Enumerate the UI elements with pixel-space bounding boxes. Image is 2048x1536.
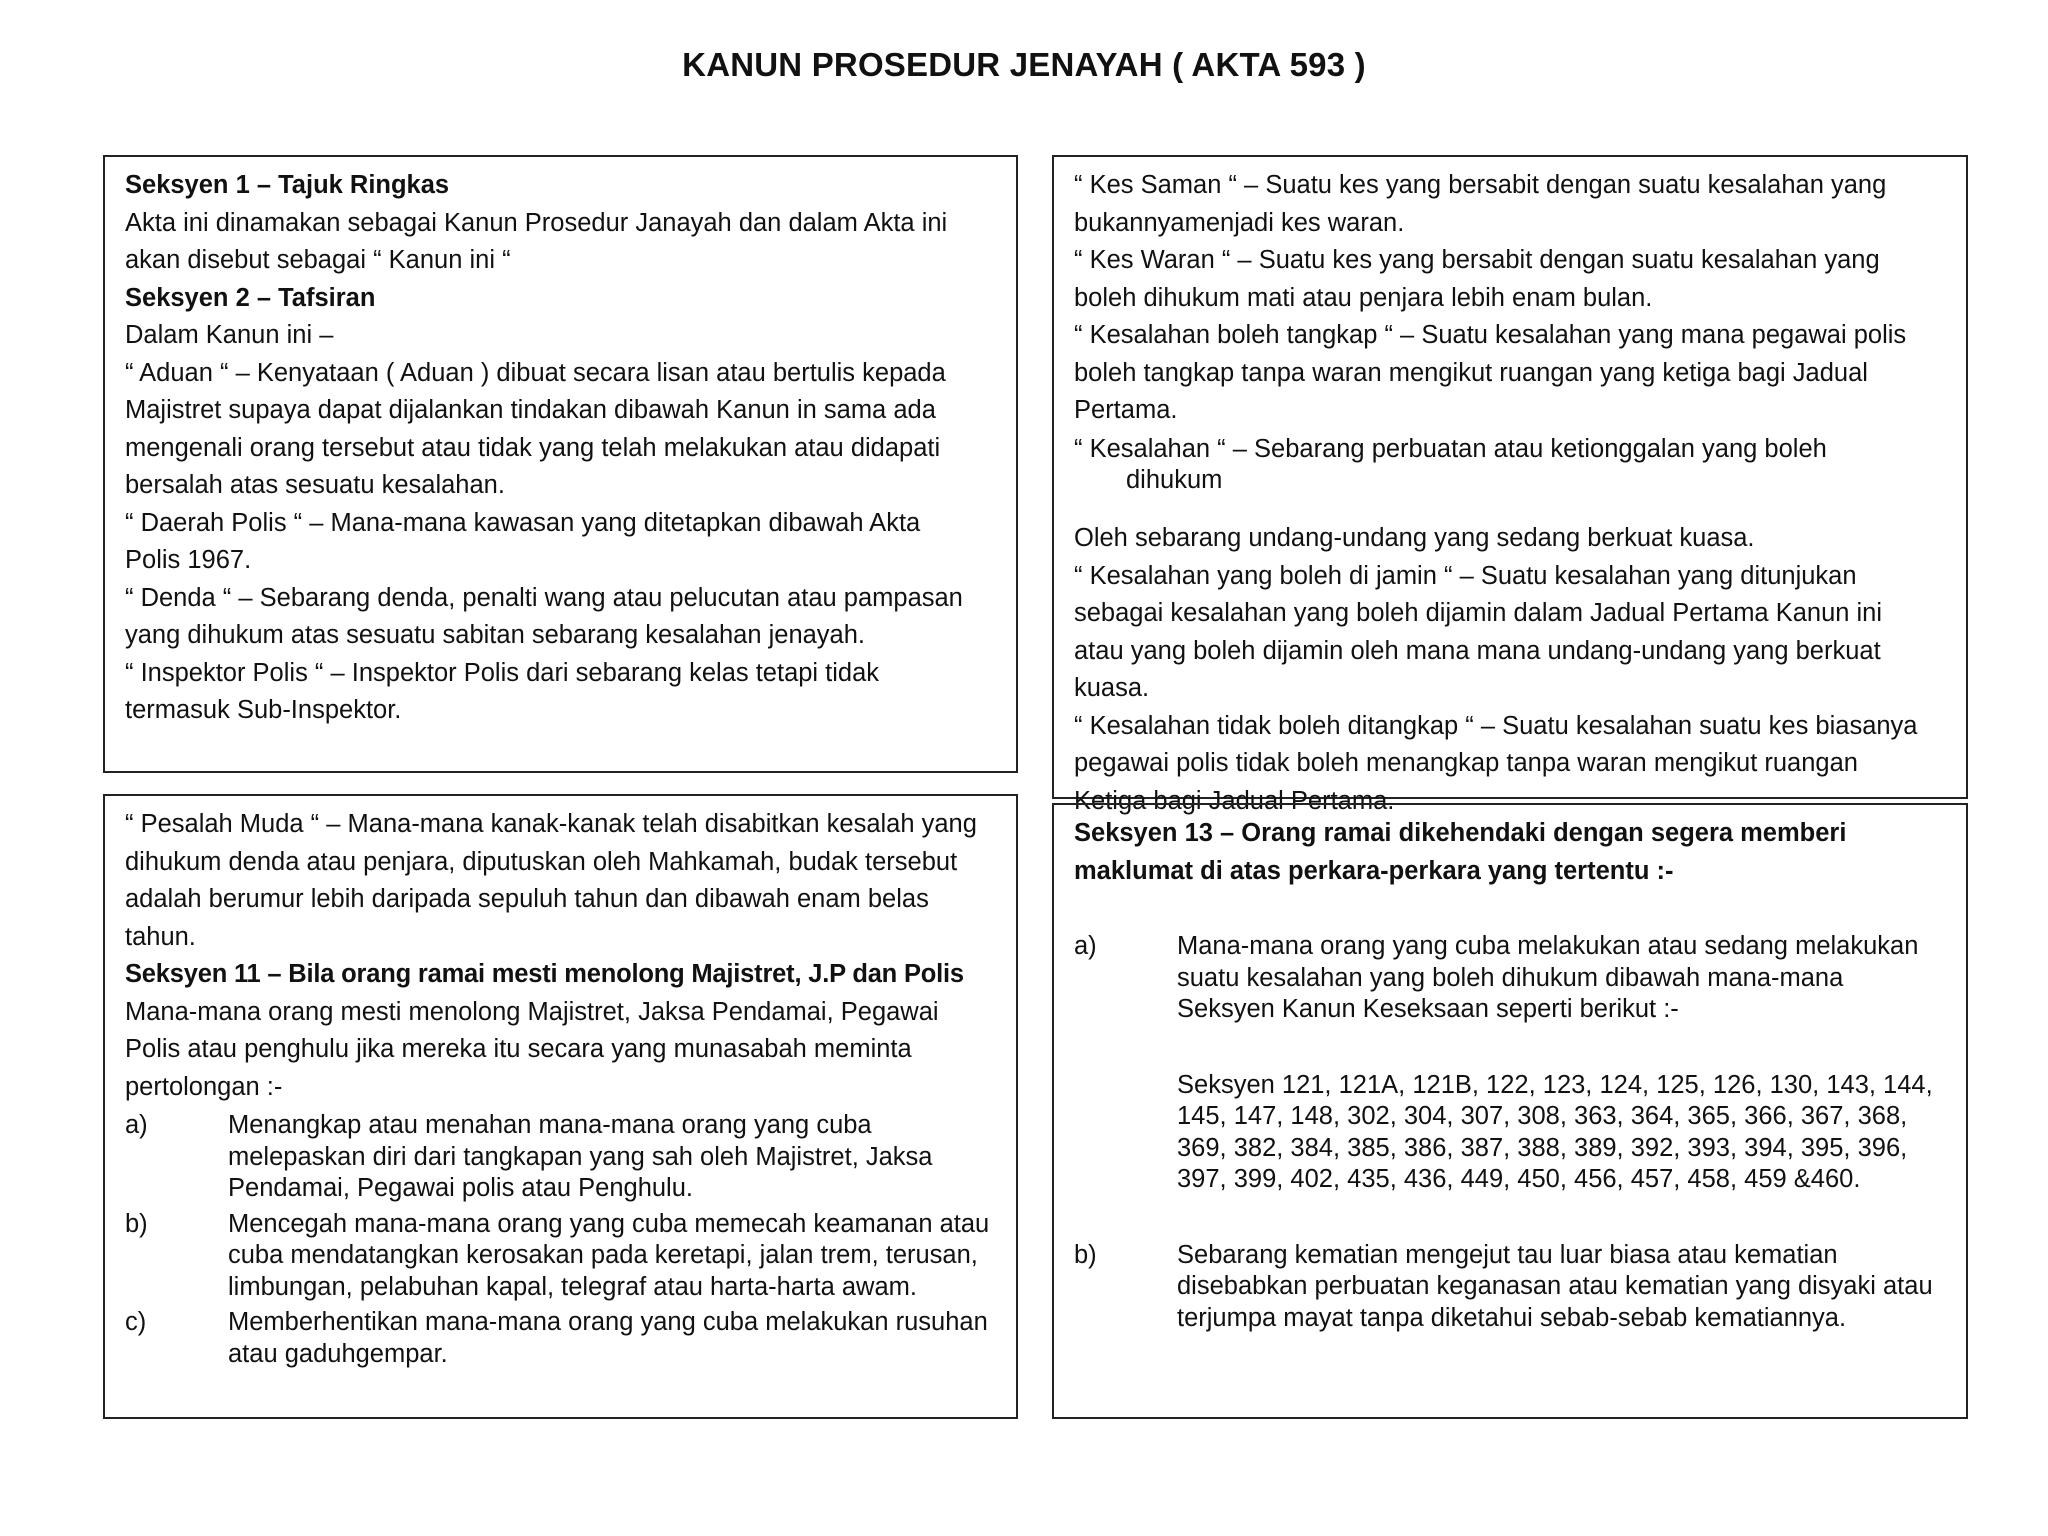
- definition-line: sebagai kesalahan yang boleh dijamin dalam Jadual Pertama Kanun ini: [1074, 599, 1883, 627]
- list-item: [125, 1110, 996, 1205]
- section-13-heading: Seksyen 13 – Orang ramai dikehendaki dengan segera memberi: [1074, 819, 1847, 847]
- section-box-top-right: [1052, 155, 1968, 815]
- list-item: [1074, 1240, 1946, 1335]
- definition-line: “ Kes Saman “ – Suatu kes yang bersabit dengan suatu kesalahan yang: [1074, 171, 1887, 199]
- definition-line: Oleh sebarang undang-undang yang sedang berkuat kuasa.: [1074, 524, 1755, 552]
- spacer: [1074, 1026, 1946, 1066]
- list-item-label: b): [125, 1209, 148, 1238]
- definition-line: “ Pesalah Muda “ – Mana-mana kanak-kanak telah disabitkan kesalah yang: [125, 810, 977, 838]
- definition-line: tahun.: [125, 922, 196, 951]
- definition-line: “ Kes Waran “ – Suatu kes yang bersabit dengan suatu kesalahan yang: [1074, 246, 1880, 274]
- section-11-body-line: Polis atau penghulu jika mereka itu secara yang munasabah meminta: [125, 1035, 912, 1063]
- section-box-bottom-right: [1052, 803, 1968, 1419]
- definition-line: pegawai polis tidak boleh menangkap tanpa waran mengikut ruangan: [1074, 749, 1858, 777]
- list-item: [125, 1209, 996, 1304]
- section-1-body-line: Akta ini dinamakan sebagai Kanun Prosedur Janayah dan dalam Akta ini: [125, 208, 948, 237]
- list-item-label: a): [1074, 932, 1097, 960]
- definition-line: Ketiga bagi Jadual Pertama.: [1074, 786, 1395, 815]
- definition-line: Pertama.: [1074, 396, 1178, 424]
- definition-line: dihukum denda atau penjara, diputuskan oleh Mahkamah, budak tersebut: [125, 847, 958, 876]
- section-2-intro: Dalam Kanun ini –: [125, 321, 334, 349]
- page-title: KANUN PROSEDUR JENAYAH ( AKTA 593 ): [682, 46, 1366, 83]
- section-numbers-text: Seksyen 121, 121A, 121B, 122, 123, 124, 125, 126, 130, 143, 144, 145, 147, 148, 302, 304, 307, 308, 363, 364, 365, 366, 367, 368, 369, 382, 384, 385, 386, 387, 388, 389, 392, 393, 394, 395, 396, 397, 399, 402, 435, 436, 449, 450, 456, 457, 458, 459 &460.: [1177, 1070, 1933, 1193]
- definition-line: boleh tangkap tanpa waran mengikut ruangan yang ketiga bagi Jadual: [1074, 358, 1868, 387]
- spacer: [1074, 890, 1946, 927]
- definition-line: “ Aduan “ – Kenyataan ( Aduan ) dibuat secara lisan atau bertulis kepada: [125, 358, 946, 387]
- definition-line: Majistret supaya dapat dijalankan tindakan dibawah Kanun in sama ada: [125, 396, 936, 424]
- list-item-text: Menangkap atau menahan mana-mana orang yang cuba melepaskan diri dari tangkapan yang sah oleh Majistret, Jaksa Pendamai, Pegawai polis atau Penghulu.: [228, 1111, 933, 1202]
- list-item-label: a): [125, 1111, 148, 1139]
- definition-line: “ Daerah Polis “ – Mana-mana kawasan yang ditetapkan dibawah Akta: [125, 508, 921, 537]
- list-item-label: b): [1074, 1240, 1097, 1269]
- list-item-text: Mencegah mana-mana orang yang cuba memecah keamanan atau cuba mendatangkan kerosakan pada keretapi, jalan trem, terusan, limbungan, pelabuhan kapal, telegraf atau harta-harta awam.: [228, 1209, 990, 1301]
- definition-line: “ Kesalahan boleh tangkap “ – Suatu kesalahan yang mana pegawai polis: [1074, 321, 1907, 349]
- list-item: [1074, 931, 1946, 1026]
- section-11-body-line: pertolongan :-: [125, 1072, 283, 1101]
- definition-line: termasuk Sub-Inspektor.: [125, 696, 402, 724]
- definition-line: Polis 1967.: [125, 546, 252, 574]
- definition-line: “ Kesalahan tidak boleh ditangkap “ – Suatu kesalahan suatu kes biasanya: [1074, 711, 1918, 740]
- section-1-body-line: akan disebut sebagai “ Kanun ini “: [125, 246, 511, 274]
- list-item-text: Sebarang kematian mengejut tau luar biasa atau kematian disebabkan perbuatan keganasan atau kematian yang disyaki atau terjumpa mayat tanpa diketahui sebab-sebab kematiannya.: [1177, 1240, 1933, 1332]
- definition-line: “ Inspektor Polis “ – Inspektor Polis dari sebarang kelas tetapi tidak: [125, 658, 880, 687]
- section-1-heading: Seksyen 1 – Tajuk Ringkas: [125, 171, 450, 199]
- list-item: [125, 1307, 996, 1370]
- section-box-bottom-left: [103, 794, 1018, 1419]
- definition-line: boleh dihukum mati atau penjara lebih enam bulan.: [1074, 283, 1653, 312]
- list-item-label: c): [125, 1308, 147, 1336]
- definition-line: yang dihukum atas sesuatu sabitan sebarang kesalahan jenayah.: [125, 621, 866, 649]
- list-item-text: Mana-mana orang yang cuba melakukan atau sedang melakukan suatu kesalahan yang boleh dihukum dibawah mana-mana Seksyen Kanun Keseksaan seperti berikut :-: [1177, 932, 1919, 1023]
- definition-line: adalah berumur lebih daripada sepuluh tahun dan dibawah enam belas: [125, 885, 929, 913]
- definition-line: mengenali orang tersebut atau tidak yang telah melakukan atau didapati: [125, 433, 941, 462]
- section-11-heading: Seksyen 11 – Bila orang ramai mesti menolong Majistret, J.P dan Polis: [125, 960, 964, 988]
- definition-line: “ Kesalahan “ – Sebarang perbuatan atau ketionggalan yang boleh: [1074, 434, 1827, 463]
- section-2-heading: Seksyen 2 – Tafsiran: [125, 283, 376, 312]
- definition-line: bersalah atas sesuatu kesalahan.: [125, 471, 505, 499]
- definition-line: atau yang boleh dijamin oleh mana mana undang-undang yang berkuat: [1074, 636, 1881, 665]
- definition-line: “ Kesalahan yang boleh di jamin “ – Suatu kesalahan yang ditunjukan: [1074, 561, 1857, 590]
- definition-line: kuasa.: [1074, 674, 1150, 702]
- list-item-text: Memberhentikan mana-mana orang yang cuba melakukan rusuhan atau gaduhgempar.: [228, 1308, 988, 1368]
- section-numbers-list: [1074, 1070, 1946, 1196]
- section-box-top-left: [103, 155, 1018, 773]
- definition-line: “ Denda “ – Sebarang denda, penalti wang atau pelucutan atau pampasan: [125, 583, 963, 612]
- definition-line: bukannyamenjadi kes waran.: [1074, 208, 1405, 237]
- section-13-heading: maklumat di atas perkara-perkara yang tertentu :-: [1074, 856, 1674, 885]
- definition-line-continued: dihukum: [1126, 465, 1223, 494]
- spacer: [1074, 1196, 1946, 1236]
- section-11-body-line: Mana-mana orang mesti menolong Majistret, Jaksa Pendamai, Pegawai: [125, 997, 939, 1026]
